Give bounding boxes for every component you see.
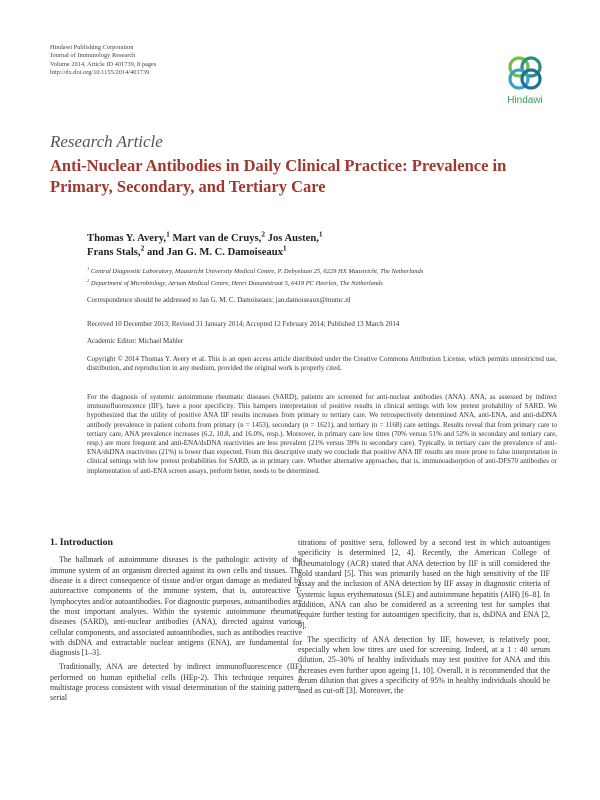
paragraph: titrations of positive sera, followed by a second test in which autoantigen specificity is determined [2, 4]. Recently, the American College of Rheumatology (ACR) stated that ANA detection by IIF is still considered the gold standard [5]. This was primarily based on the high sensitivity of the IIF assay and the inclusion of ANA detection by IIF assay in diagnostic criteria of systemic lupus erythematosus (SLE) and autoimmune hepatitis (AIH) [6–8]. In addition, ANA can also be considered as a screening test for samples that require further testing for autoantigen specificity, that is, dsDNA and ENA [2, 9]. <box>298 538 550 630</box>
volume-info: Volume 2014, Article ID 401739, 8 pages <box>50 60 157 68</box>
journal-header <box>50 44 156 78</box>
author: Frans Stals,$^2$ <box>87 243 145 258</box>
copyright-notice: Copyright © 2014 Thomas Y. Avery et al. This is an open access article distributed under the Creative Commons Attribution License, which permits unrestricted use, distribution, and reproduction in any medium, provided the original work is properly cited. <box>87 355 557 373</box>
body-column-left <box>50 538 302 704</box>
article-title: Anti-Nuclear Antibodies in Daily Clinical Practice: Prevalence in Primary, Secondary, and Tertiary Care <box>50 156 507 196</box>
paragraph: Traditionally, ANA are detected by indirect immunofluorescence (IIF) performed on human epithelial cells (HEp-2). This technique requires a multistage process consistent with visual determination of the staining pattern, serial <box>50 662 302 703</box>
publisher-name: Hindawi Publishing Corporation <box>50 44 134 51</box>
hindawi-logo-text: Hindawi <box>507 95 543 106</box>
abstract: For the diagnosis of systemic autoimmune rheumatic diseases (SARD), patients are screened for anti-nuclear antibodies (ANA). ANA, as assessed by indirect immunofluorescence (IIF), have a poor specificity. This hampers interpretation of positive results in clinical settings with low pretest probability of SARD. We hypothesized that the utility of positive ANA IIF results increases from primary to tertiary care. We retrospectively determined ANA, anti-ENA, and anti-dsDNA antibody prevalence in patient cohorts from primary (n = 1453), secondary (n = 1621), and tertiary (n = 1168) care settings. Results reveal that from primary care to tertiary care, ANA prevalence increases (6.2, 10.8, and 16.0%, resp.). Moreover, in primary care low titres (70% versus 51% and 52% in secondary and tertiary care, resp.) are more frequent and anti-ENA/dsDNA reactivities are less prevalent (21% versus 39% in secondary care). Typically, in tertiary care the prevalence of anti-ENA/dsDNA reactivities (21%) is lower than expected. From this descriptive study we conclude that positive ANA IIF results are more prone to false interpretation in clinical settings with low pretest probabilities for SARD, as in primary care. Whether alternative approaches, that is, immunoadsorption of anti-DFS70 antibodies or implementation of anti-ENA screen assays, perform better, needs to be determined. <box>87 393 557 475</box>
author: Jos Austen,$^1$ <box>267 229 323 244</box>
academic-editor: Academic Editor: Michael Mahler <box>87 337 184 345</box>
doi-link[interactable]: http://dx.doi.org/10.1155/2014/401739 <box>50 69 150 77</box>
affiliation-2: $^2$ Department of Microbiology, Atrium Medical Centre, Henri Dunantstraat 5, 6419 PC Heerlen, The Netherlands <box>87 277 383 287</box>
publication-dates: Received 10 December 2013; Revised 31 January 2014; Accepted 12 February 2014; Published 13 March 2014 <box>87 320 400 328</box>
section-heading: 1. Introduction <box>50 537 113 548</box>
paragraph: The hallmark of autoimmune diseases is the pathologic activity of the immune system of an organism directed against its own cells and tissues. The disease is a direct consequence of tissue and/or organ damage as mediated by autoreactive components of the immune system, that is, autoreactive T-lymphocytes and/or autoantibodies. For diagnostic purposes, autoantibodies are the most important analytes. Within the systemic autoimmune rheumatic diseases (SARD), anti-nuclear antibodies (ANA), directed against various cellular components, and associated autoantibodies, such as antibodies reactive with dsDNA and extractable nuclear antigens (ENA), are fundamental for diagnosis [1–3]. <box>50 555 302 658</box>
paragraph: The specificity of ANA detection by IIF, however, is relatively poor, especially when low titres are used for screening. Indeed, at a 1 : 40 serum dilution, 25–30% of healthy individuals may test positive for ANA and this increases even further upon ageing [1, 10]. Overall, it is recommended that the serum dilution that gives a specificity of 95% in healthy individuals should be used as cut-off [3]. Moreover, the <box>298 634 550 696</box>
author-list <box>87 229 547 260</box>
correspondence: Correspondence should be addressed to Jan G. M. C. Damoiseaux; jan.damoiseaux@mumc.nl <box>87 296 351 304</box>
article-type: Research Article <box>50 132 163 151</box>
affiliations <box>87 266 557 290</box>
body-column-right <box>298 538 550 697</box>
journal-name: Journal of Immunology Research <box>50 52 136 60</box>
author: Thomas Y. Avery,$^1$ <box>87 229 170 244</box>
author: Mart van de Cruys,$^2$ <box>172 229 266 244</box>
author: and Jan G. M. C. Damoiseaux$^1$ <box>146 243 287 258</box>
affiliation-1: $^1$ Central Diagnostic Laboratory, Maastricht University Medical Centre, P. Debyelaan 25, 6229 HX Maastricht, The Netherlands <box>87 265 424 275</box>
